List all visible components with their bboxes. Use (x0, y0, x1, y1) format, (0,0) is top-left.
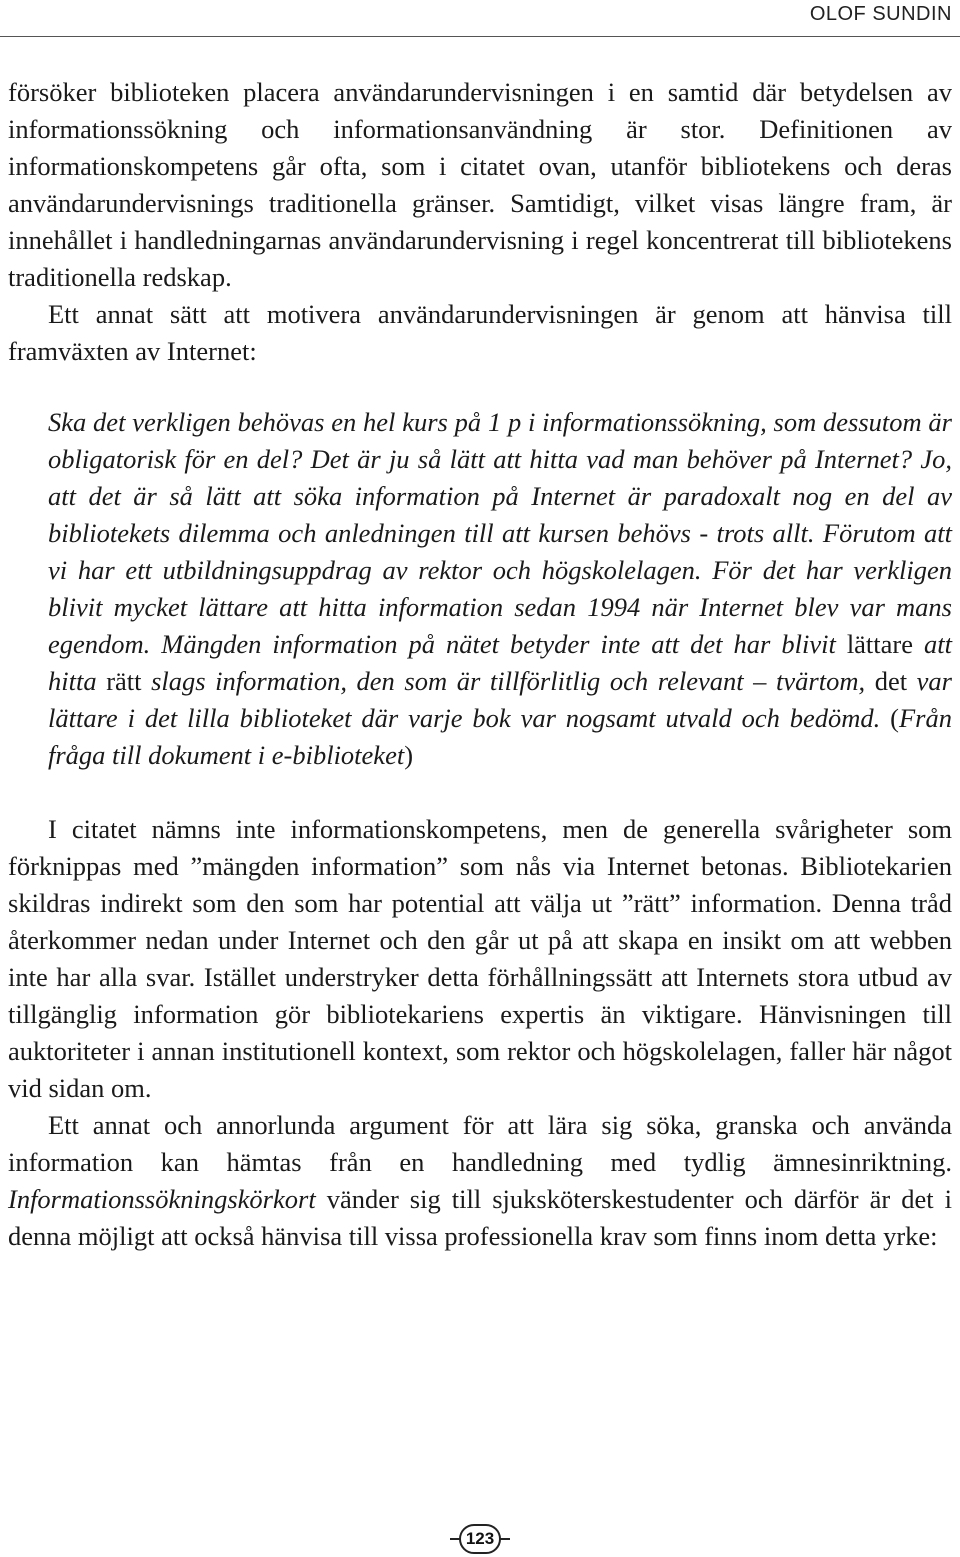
quote-upright-1: lättare (846, 629, 914, 659)
quote-upright-3: det (874, 666, 908, 696)
quote-text-3: slags information, den som är tillförlitlig och relevant – tvärtom, (141, 666, 875, 696)
quote-text-1: Ska det verkligen behövas en hel kurs på 1 p i informationssökning, som dessutom är obligatorisk för en del? Det är ju så lätt att hitta vad man behöver på Internet? Jo, att det är så lätt att söka information på Internet är paradoxalt nog en del av bibliotekets dilemma och anledningen till att kursen behövs - trots allt. Förutom att vi har ett utbildningsuppdrag av rektor och högskolelagen. För det har verkligen blivit mycket lättare att hitta information sedan 1994 när Internet blev var mans egendom. Mängden information på nätet betyder inte att det har blivit (48, 407, 952, 659)
quote-upright-2: rätt (106, 666, 142, 696)
running-header (0, 0, 960, 38)
page-number-ornament (0, 1524, 960, 1554)
paragraph-4-text-start: Ett annat och annorlunda argument för att lära sig söka, granska och använda information kan hämtas från en handledning med tydlig ämnesinriktning. (8, 1110, 952, 1177)
quote-source-title: Från fråga till dokument i e-biblioteket (48, 703, 952, 770)
paragraph-4-work-title: Informationssökningskörkort (8, 1184, 316, 1214)
body-text (8, 74, 952, 1255)
quote-source-open-paren: ( (890, 703, 899, 733)
paragraph-2: Ett annat sätt att motivera användarundervisningen är genom att hänvisa till framväxten av Internet: (8, 299, 952, 366)
running-header-author: OLOF SUNDIN (809, 3, 952, 25)
paragraph-4-text-end: vänder sig till sjuksköterskestudenter och därför är det i denna möjligt att också hänvisa till vissa professionella krav som finns inom detta yrke: (8, 1184, 952, 1251)
block-quote (48, 404, 952, 774)
page-number: 123 (459, 1524, 501, 1554)
paragraph-4 (8, 1107, 952, 1255)
header-rule (0, 36, 960, 37)
paragraph-3: I citatet nämns inte informationskompetens, men de generella svårigheter som förknippas med ”mängden information” som nås via Internet betonas. Bibliotekarien skildras indirekt som den som har potential att välja ut ”rätt” information. Denna tråd återkommer nedan under Internet och den går ut på att skapa en insikt om att webben inte har alla svar. Istället understryker detta förhållningssätt att Internets stora utbud av tillgänglig information gör bibliotekariens expertis än viktigare. Hänvisningen till auktoriteter i annan institutionell kontext, som rektor och högskolelagen, faller här något vid sidan om. (8, 814, 952, 1103)
quote-text-4: var lättare i det lilla biblioteket där varje bok var nogsamt utvald och bedömd. (48, 666, 952, 733)
paragraph-1: försöker biblioteken placera användarundervisningen i en samtid där betydelsen av informationssökning och informationsanvändning är stor. Definitionen av informationskompetens går ofta, som i citatet ovan, utanför bibliotekens och deras användarundervisnings traditionella gränser. Samtidigt, vilket visas längre fram, är innehållet i handledningarnas användarundervisning i regel koncentrerat till bibliotekens traditionella redskap. (8, 77, 952, 292)
quote-source-close-paren: ) (404, 740, 414, 770)
quote-text-2: att hitta (48, 629, 952, 696)
